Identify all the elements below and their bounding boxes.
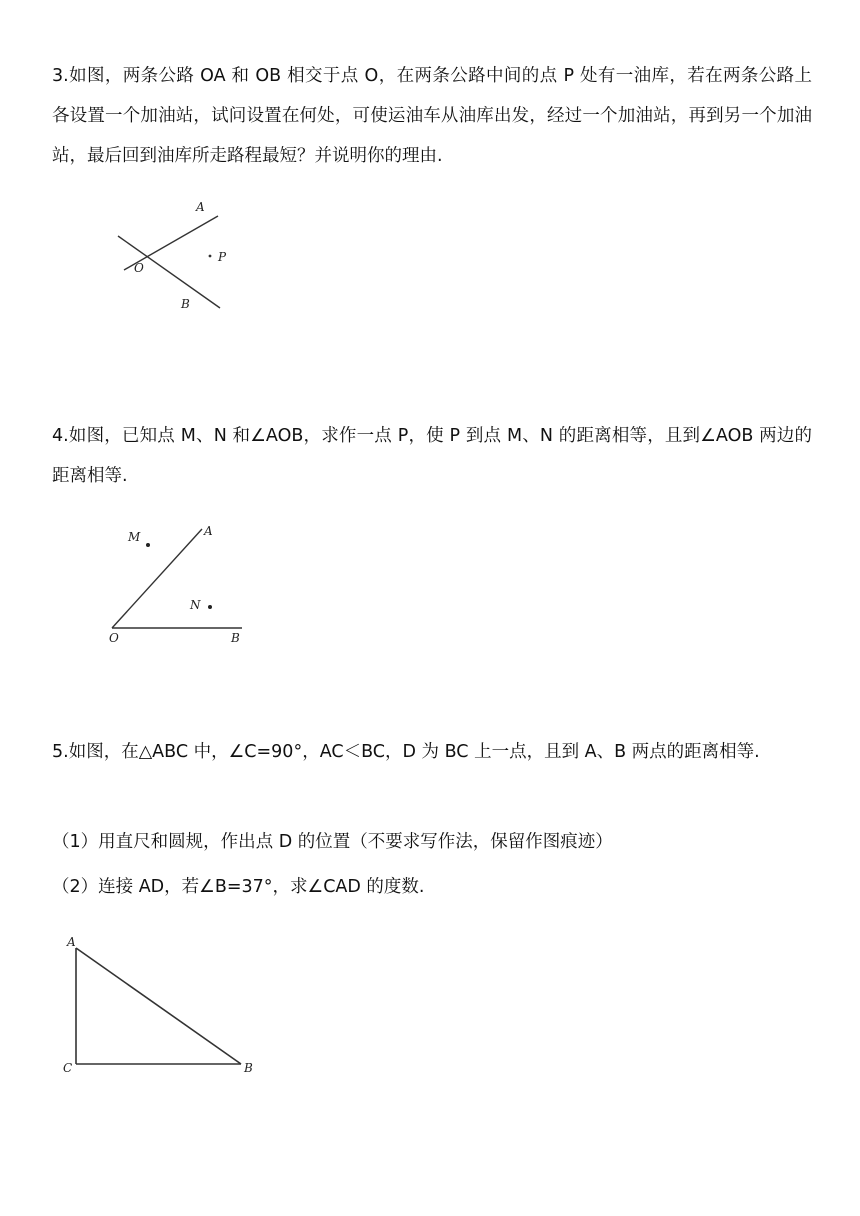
label-o: O [109,631,119,645]
question-4-text: 4.如图，已知点 M、N 和∠AOB，求作一点 P，使 P 到点 M、N 的距离相等，且到∠AOB 两边的距离相等. [52,426,812,486]
label-a: A [67,935,76,949]
question-5-part-1: （1）用直尺和圆规，作出点 D 的位置（不要求写作法，保留作图痕迹） [52,832,613,852]
question-5-figure [55,930,270,1082]
label-b: B [181,297,190,311]
label-a: A [204,524,213,538]
label-m: M [128,530,141,544]
label-b: B [231,631,240,645]
label-o: O [134,261,144,275]
question-5-part-2: （2）连接 AD，若∠B=37°，求∠CAD 的度数. [52,877,425,897]
label-n: N [190,598,201,612]
label-a: A [196,200,205,214]
question-5-text: 5.如图，在△ABC 中，∠C=90°，AC＜BC，D 为 BC 上一点，且到 A、B 两点的距离相等. [52,742,760,762]
question-3-figure [110,192,250,317]
label-b: B [244,1061,253,1075]
point-m-dot [146,543,150,547]
point-n-dot [208,605,212,609]
question-4-figure [100,515,260,650]
ray-oa-line [112,529,202,628]
label-c: C [63,1061,73,1075]
question-3-text: 3.如图，两条公路 OA 和 OB 相交于点 O，在两条公路中间的点 P 处有一油库，若在两条公路上各设置一个加油站，试问设置在何处，可使运油车从油库出发，经过一个加油站，再到另一个加油站，最后回到油库所走路程最短？并说明你的理由. [52,66,812,166]
point-p-dot [209,255,212,258]
side-ab-line [76,948,241,1064]
label-p: P [218,250,227,264]
